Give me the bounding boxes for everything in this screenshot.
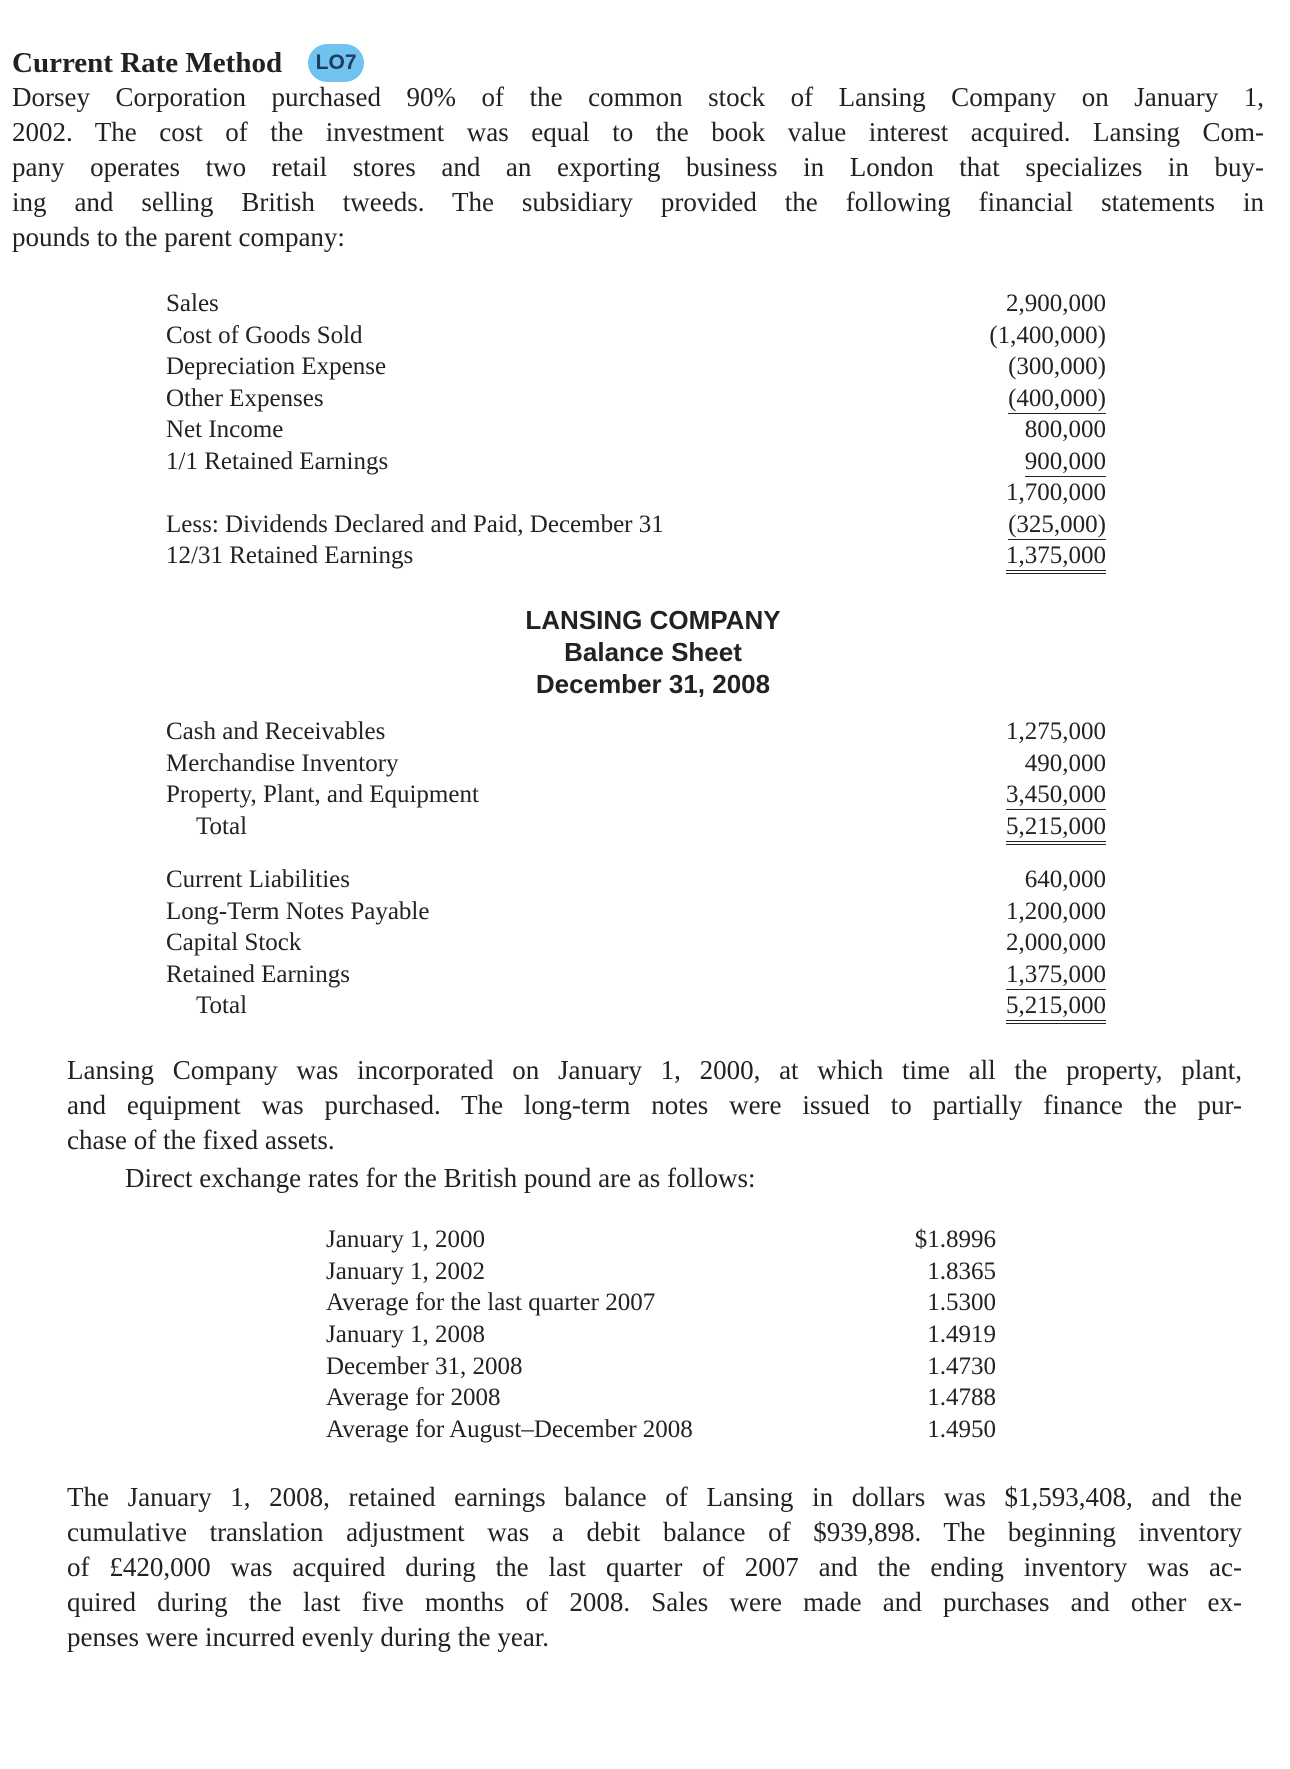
statement-row [166, 416, 1106, 448]
liabilities-equity-section [166, 866, 1106, 1024]
statement-row [166, 511, 1106, 543]
rate-row [326, 1258, 996, 1290]
statement-row [166, 718, 1106, 750]
learning-objective-badge: LO7 [308, 44, 364, 82]
statement-row [166, 929, 1106, 961]
row-value: 900,000 [1024, 447, 1106, 475]
paragraph-line: Dorsey Corporation purchased 90% of the common stock of Lansing Company on January 1, [12, 82, 1264, 112]
row-label: Other Expenses [166, 384, 324, 412]
income-statement [166, 290, 1106, 574]
assets-section [166, 718, 1106, 844]
row-label: Retained Earnings [166, 960, 350, 988]
row-label: Cost of Goods Sold [166, 321, 363, 349]
statement-row [166, 961, 1106, 993]
row-value: 3,450,000 [1006, 781, 1106, 808]
row-value: 2,900,000 [1006, 290, 1106, 317]
row-label: Cash and Receivables [166, 718, 386, 745]
row-label: Merchandise Inventory [166, 749, 399, 777]
paragraph-line: of £420,000 was acquired during the last quarter of 2007 and the ending inventory was ac- [67, 1552, 1242, 1582]
statement-row [166, 750, 1106, 782]
statement-row [166, 781, 1106, 813]
row-value: (400,000) [1008, 384, 1106, 412]
row-label: Less: Dividends Declared and Paid, December 31 [166, 510, 664, 538]
row-value: 1,375,000 [1006, 542, 1106, 574]
statement-row [166, 322, 1106, 354]
paragraph-line: chase of the fixed assets. [67, 1125, 335, 1155]
rate-row [326, 1353, 996, 1385]
paragraph-line: cumulative translation adjustment was a debit balance of $939,898. The beginning inventory [67, 1517, 1242, 1547]
row-value: 1,700,000 [1006, 479, 1106, 506]
row-value: 5,215,000 [1006, 992, 1106, 1024]
incorporation-paragraph [67, 1053, 1242, 1158]
rate-value: 1.4788 [927, 1384, 996, 1412]
rate-date: December 31, 2008 [326, 1352, 523, 1380]
rate-value: 1.4919 [927, 1321, 996, 1349]
rate-date: Average for August–December 2008 [326, 1416, 693, 1444]
row-value: (300,000) [1008, 353, 1106, 380]
rate-value: 1.4950 [927, 1416, 996, 1444]
paragraph-line: pounds to the parent company: [12, 222, 345, 252]
rate-value: 1.4730 [927, 1352, 996, 1380]
row-label: Total [196, 992, 248, 1019]
statement-date: December 31, 2008 [535, 669, 771, 699]
statement-row [166, 353, 1106, 385]
statement-row [166, 290, 1106, 322]
statement-row [166, 992, 1106, 1024]
rate-value: $1.8996 [914, 1226, 996, 1253]
rate-date: Average for 2008 [326, 1384, 501, 1412]
row-value: 490,000 [1024, 749, 1106, 777]
intro-paragraph [12, 80, 1264, 255]
row-value: (1,400,000) [989, 321, 1106, 349]
rate-value: 1.5300 [927, 1289, 996, 1317]
row-label: Capital Stock [166, 929, 302, 956]
row-label: 1/1 Retained Earnings [166, 447, 389, 475]
statement-row [166, 385, 1106, 417]
rate-date: January 1, 2000 [326, 1226, 485, 1253]
rate-row [326, 1289, 996, 1321]
row-label: Property, Plant, and Equipment [166, 781, 479, 808]
paragraph-line: Direct exchange rates for the British pound are as follows: [125, 1163, 756, 1193]
closing-paragraph [67, 1480, 1242, 1655]
statement-row [166, 866, 1106, 898]
problem-heading [12, 44, 364, 82]
exchange-rates-table [326, 1226, 996, 1448]
row-label: Current Liabilities [166, 866, 350, 893]
paragraph-line: 2002. The cost of the investment was equal to the book value interest acquired. Lansing Com- [12, 117, 1264, 147]
rate-row [326, 1321, 996, 1353]
statement-row [166, 813, 1106, 845]
row-value: 640,000 [1024, 866, 1106, 893]
row-value: 1,200,000 [1006, 897, 1106, 925]
row-value: 1,275,000 [1006, 718, 1106, 745]
paragraph-line: pany operates two retail stores and an exporting business in London that specializes in buy- [12, 152, 1264, 182]
row-value: 800,000 [1024, 416, 1106, 443]
paragraph-line: Lansing Company was incorporated on January 1, 2000, at which time all the property, plant, [67, 1055, 1242, 1085]
paragraph-line: and equipment was purchased. The long-term notes were issued to partially finance the pur- [67, 1090, 1242, 1120]
company-name: LANSING COMPANY [525, 605, 781, 635]
row-label: Depreciation Expense [166, 353, 387, 380]
row-value: 5,215,000 [1006, 813, 1106, 845]
rate-date: January 1, 2008 [326, 1321, 485, 1349]
rate-row [326, 1226, 996, 1258]
problem-title: Current Rate Method [12, 46, 283, 79]
statement-row [166, 448, 1106, 480]
rate-row [326, 1416, 996, 1448]
rate-value: 1.8365 [927, 1257, 996, 1285]
row-value: (325,000) [1008, 510, 1106, 538]
statement-row [166, 542, 1106, 574]
balance-sheet-title [0, 604, 1290, 700]
statement-row [166, 898, 1106, 930]
rate-date: Average for the last quarter 2007 [326, 1289, 656, 1317]
rates-intro [125, 1161, 756, 1196]
row-label: Sales [166, 290, 219, 317]
row-label: Total [196, 812, 248, 840]
rate-date: January 1, 2002 [326, 1257, 485, 1285]
row-value: 2,000,000 [1006, 929, 1106, 956]
statement-name: Balance Sheet [564, 637, 742, 667]
row-label: Long-Term Notes Payable [166, 897, 430, 925]
row-value: 1,375,000 [1006, 960, 1106, 988]
row-label: 12/31 Retained Earnings [166, 542, 414, 569]
rate-row [326, 1384, 996, 1416]
paragraph-line: The January 1, 2008, retained earnings balance of Lansing in dollars was $1,593,408, and the [67, 1482, 1242, 1512]
paragraph-line: ing and selling British tweeds. The subsidiary provided the following financial statements in [12, 187, 1264, 217]
statement-row [166, 479, 1106, 511]
paragraph-line: quired during the last five months of 2008. Sales were made and purchases and other ex- [67, 1587, 1242, 1617]
paragraph-line: penses were incurred evenly during the year. [67, 1622, 550, 1652]
row-label: Net Income [166, 416, 284, 443]
